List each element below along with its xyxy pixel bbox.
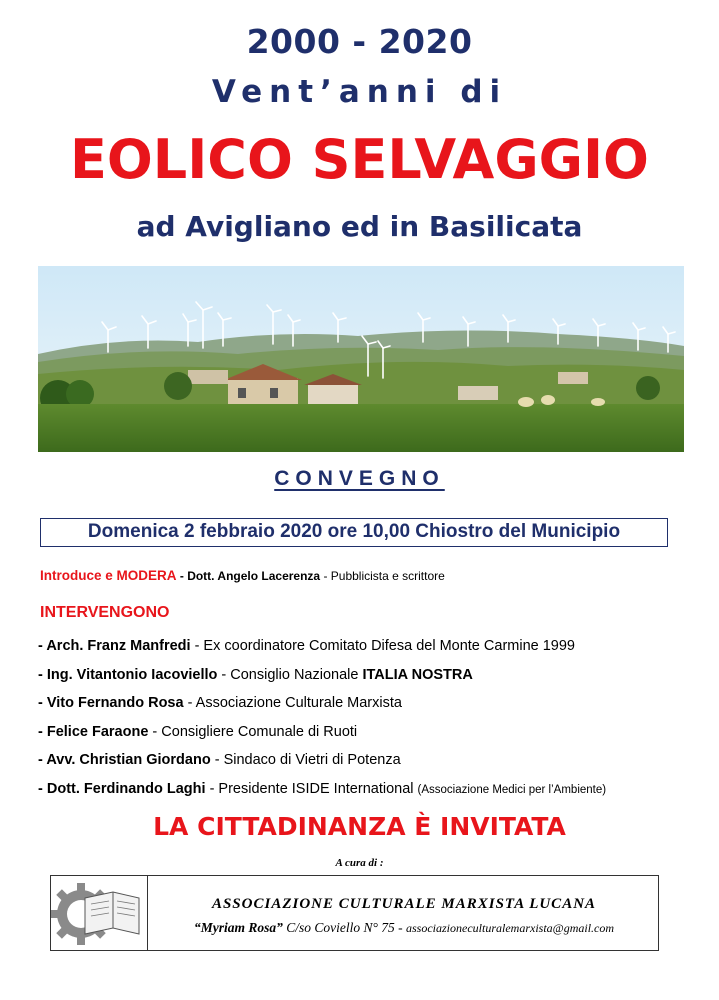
speaker-name: Dott. Ferdinando Laghi <box>46 780 206 797</box>
years-heading: 2000 - 2020 <box>246 22 473 61</box>
speaker-item <box>38 724 688 753</box>
association-name: ASSOCIAZIONE CULTURALE MARXISTA LUCANA <box>211 896 597 912</box>
speaker-note: (Associazione Medici per l’Ambiente) <box>417 783 607 796</box>
speakers-heading: INTERVENGONO <box>40 604 170 621</box>
speaker-item <box>38 695 688 724</box>
moderator-line <box>40 568 445 583</box>
speaker-role: - Associazione Culturale Marxista <box>183 695 402 711</box>
speaker-role: - Ex coordinatore Comitato Difesa del Monte Carmine 1999 <box>190 638 575 654</box>
speaker-role: - Presidente ISIDE International <box>205 780 418 797</box>
speaker-highlight: ITALIA NOSTRA <box>362 666 473 683</box>
speaker-dash: - <box>38 666 47 683</box>
gear-book-logo-icon <box>51 876 148 950</box>
speaker-dash: - <box>38 695 47 711</box>
speaker-item <box>38 638 688 667</box>
association-quoted-name: “Myriam Rosa” <box>193 920 283 935</box>
location-heading: ad Avigliano ed in Basilicata <box>136 210 583 243</box>
event-heading <box>0 467 719 491</box>
speaker-name: Vito Fernando Rosa <box>46 695 184 711</box>
footer-box <box>50 875 659 951</box>
speaker-item <box>38 752 688 781</box>
association-address <box>148 920 660 936</box>
speaker-dash: - <box>38 723 47 740</box>
speaker-item <box>38 667 688 696</box>
speaker-name: Felice Faraone <box>46 723 149 740</box>
speaker-name: Ing. Vitantonio Iacoviello <box>46 666 218 683</box>
invitation-text: LA CITTADINANZA È INVITATA <box>153 812 566 841</box>
association-street: C/so Coviello N° 75 - <box>282 920 406 935</box>
speaker-role: - Consigliere Comunale di Ruoti <box>148 723 358 740</box>
event-date-box: Domenica 2 febbraio 2020 ore 10,00 Chiostro del Municipio <box>40 518 668 547</box>
wind-farm-photo <box>38 266 684 452</box>
moderator-role: - Pubblicista e scrittore <box>320 569 445 583</box>
speaker-item <box>38 781 688 810</box>
speaker-dash: - <box>38 752 47 768</box>
speaker-dash: - <box>38 638 47 654</box>
speaker-name: Arch. Franz Manfredi <box>46 638 191 654</box>
speaker-role: - Consiglio Nazionale <box>217 666 363 683</box>
association-email: associazioneculturalemarxista@gmail.com <box>406 921 615 935</box>
speakers-list <box>38 638 688 809</box>
moderator-label: Introduce e MODERA <box>40 568 177 583</box>
subtitle-heading: Vent’anni di <box>211 74 508 110</box>
speaker-name: Avv. Christian Giordano <box>46 752 211 768</box>
main-title: EOLICO SELVAGGIO <box>70 128 649 191</box>
curated-by-label: A cura di : <box>335 857 384 869</box>
speaker-dash: - <box>38 780 47 797</box>
speaker-role: - Sindaco di Vietri di Potenza <box>210 752 401 768</box>
moderator-separator: - <box>176 569 188 583</box>
event-heading-text: CONVEGNO <box>274 467 445 490</box>
moderator-name: Dott. Angelo Lacerenza <box>187 569 321 583</box>
